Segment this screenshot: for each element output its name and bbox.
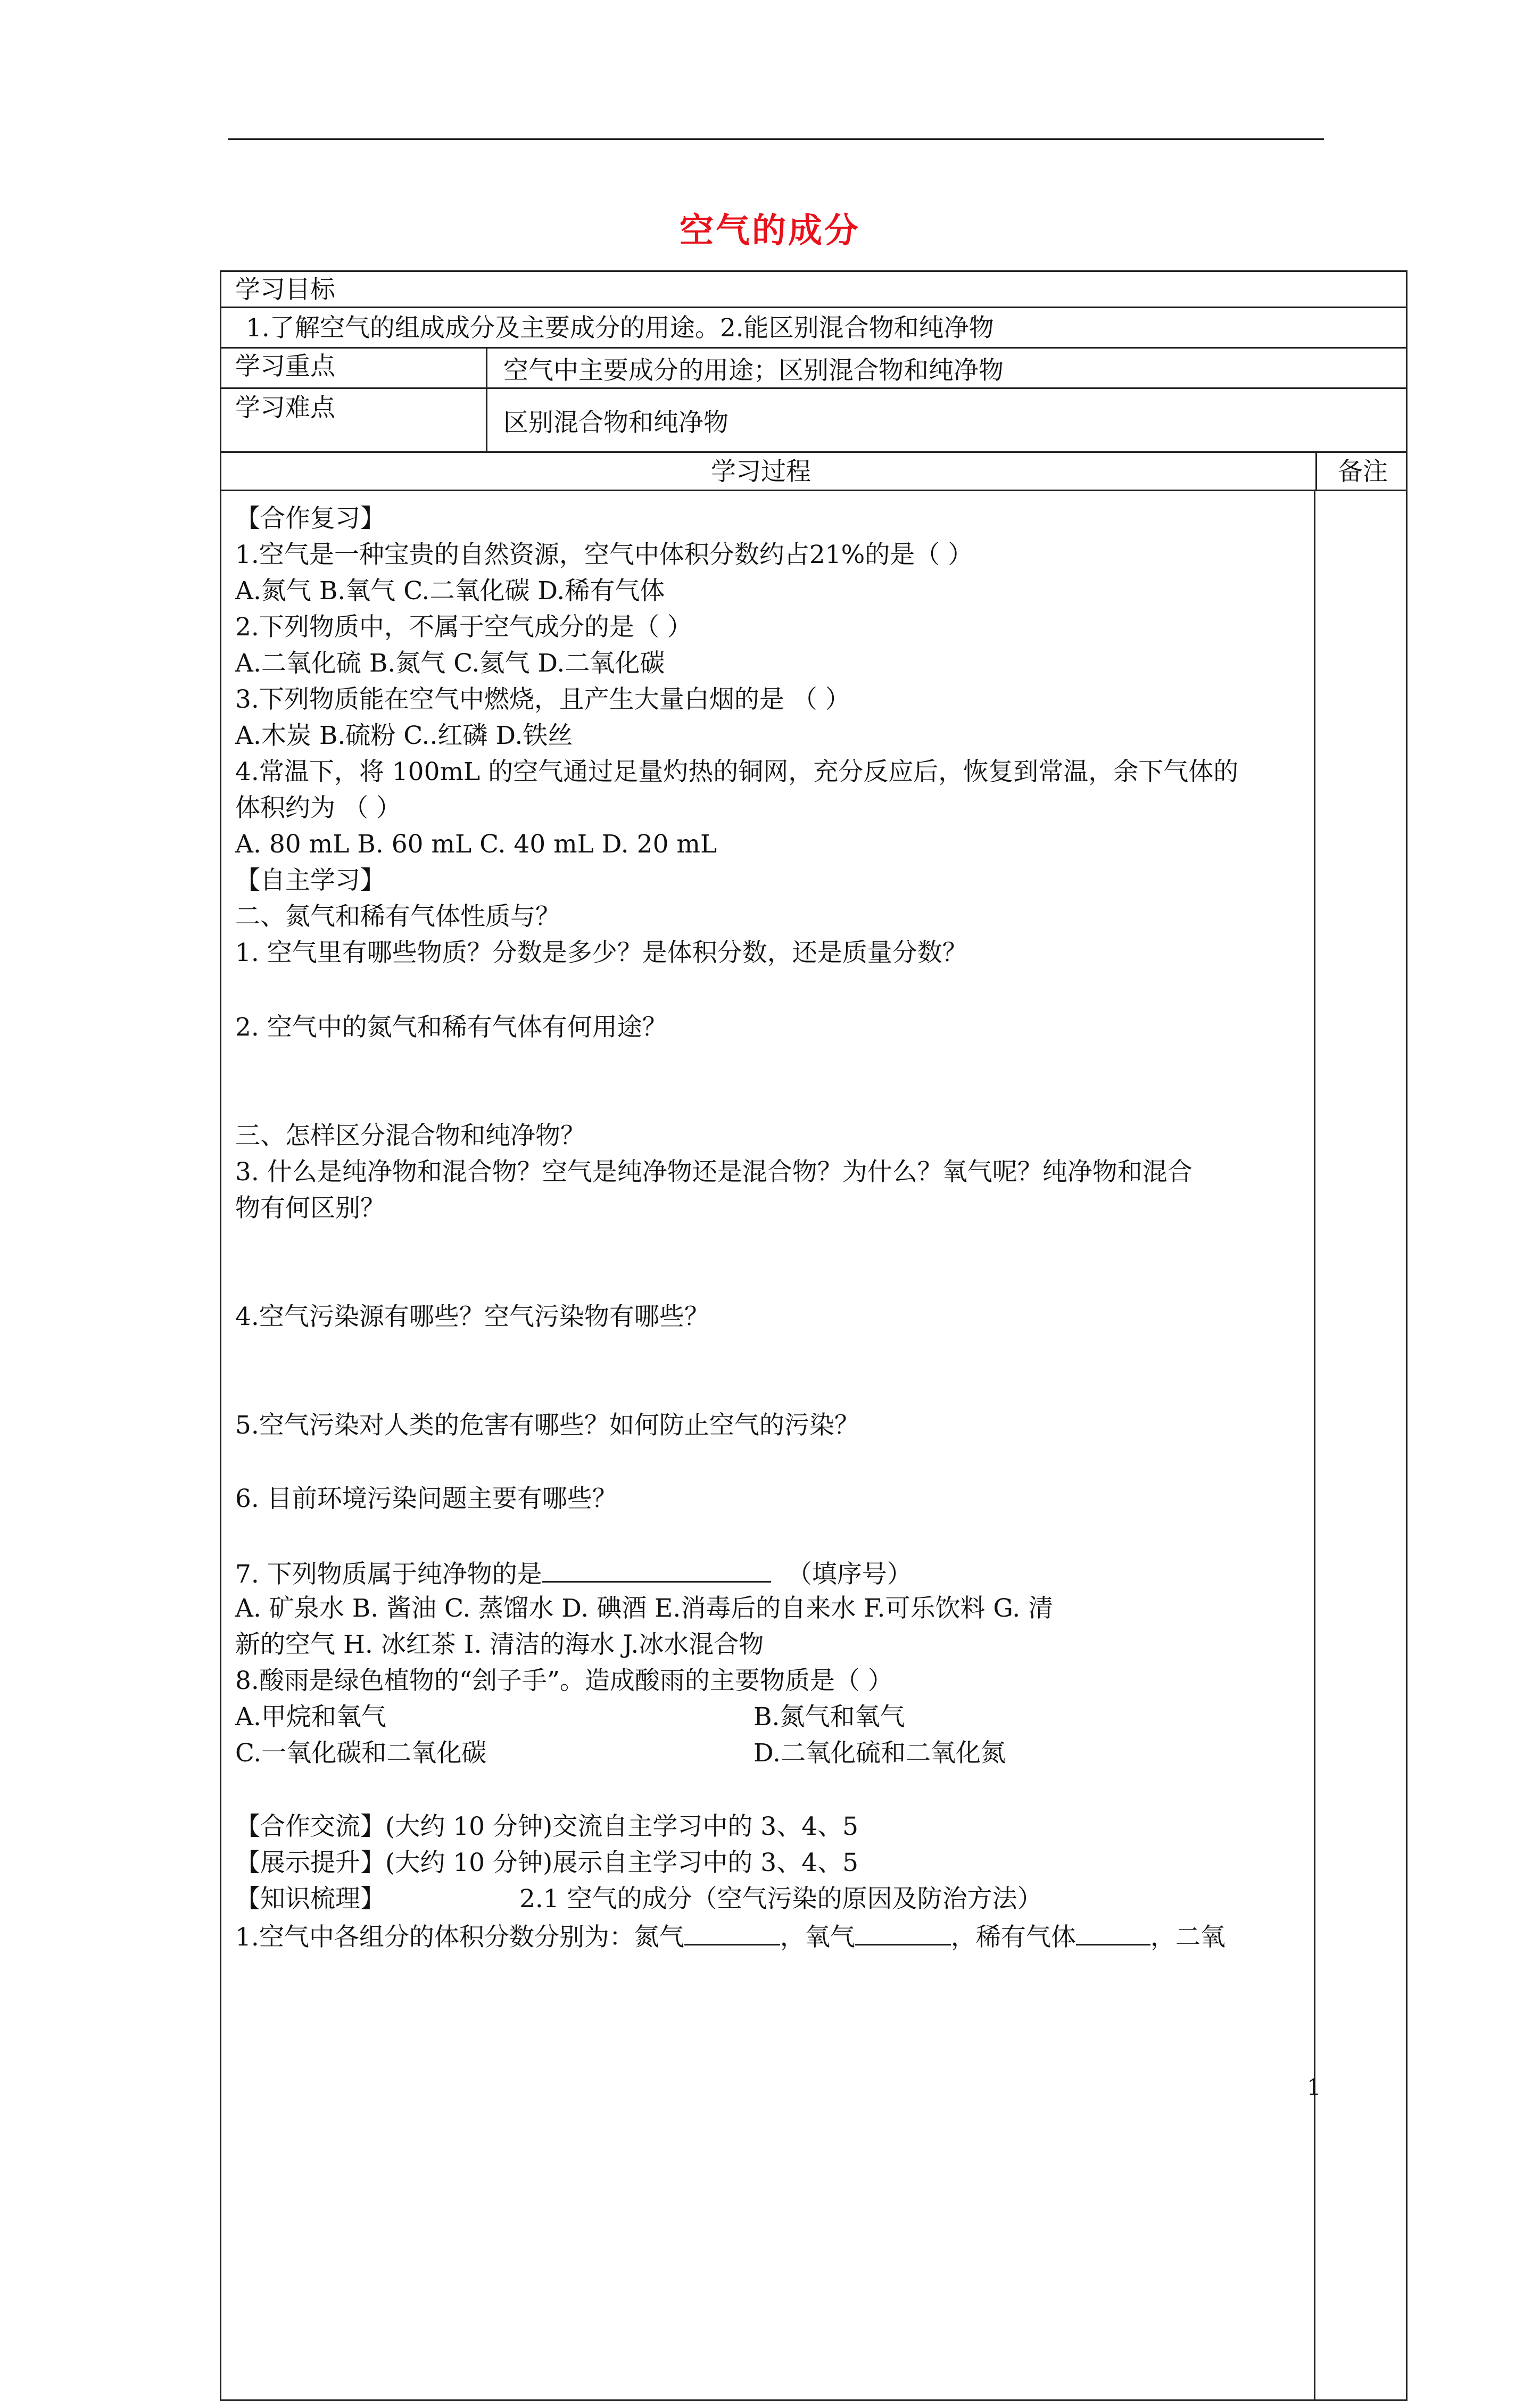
question-text: 1. 空气里有哪些物质？分数是多少？是体积分数，还是质量分数？ (235, 938, 967, 967)
notes-column-divider (1314, 491, 1315, 2399)
answer-options: 新的空气 H. 冰红茶 I. 清洁的海水 J.冰水混合物 (235, 1630, 764, 1659)
goal-text: 1.了解空气的组成成分及主要成分的用途。2.能区别混合物和纯净物 (246, 313, 994, 343)
goal-label: 学习目标 (235, 275, 335, 304)
answer-option-a: A.甲烷和氧气 (235, 1702, 386, 1732)
focus-divider (486, 349, 487, 387)
answer-blank (1076, 1923, 1150, 1945)
answer-options: A.氮气 B.氧气 C.二氧化碳 D.稀有气体 (235, 576, 665, 606)
question-text: 物有何区别？ (235, 1194, 385, 1223)
question-text: 4.空气污染源有哪些？空气污染物有哪些？ (235, 1302, 709, 1331)
answer-option-c: C.一氧化碳和二氧化碳 (235, 1738, 487, 1768)
fill-text-2: ，氧气 (780, 1923, 855, 1952)
answer-options: A. 矿泉水 B. 酱油 C. 蒸馏水 D. 碘酒 E.消毒后的自来水 F.可乐饮料 G. 清 (235, 1594, 1054, 1623)
subsection-heading: 三、怎样区分混合物和纯净物？ (235, 1121, 585, 1150)
page-number: 1 (1307, 2074, 1321, 2100)
answer-options: A.木炭 B.硫粉 C..红磷 D.铁丝 (235, 721, 573, 750)
answer-options: A. 80 mL B. 60 mL C. 40 mL D. 20 mL (235, 830, 717, 859)
question-text: 2. 空气中的氮气和稀有气体有何用途？ (235, 1013, 667, 1042)
answer-options: A.二氧化硫 B.氮气 C.氦气 D.二氧化碳 (235, 649, 665, 678)
goal-text-row (220, 307, 1407, 347)
question-text: 3. 什么是纯净物和混合物？空气是纯净物还是混合物？为什么？氧气呢？纯净物和混合 (235, 1157, 1193, 1187)
focus-text: 空气中主要成分的用途；区别混合物和纯净物 (503, 356, 1004, 385)
document-title: 空气的成分 (680, 211, 860, 251)
section-heading: 【知识梳理】 (235, 1884, 385, 1914)
question-7-suffix: （填序号） (786, 1560, 912, 1589)
subsection-heading: 二、氮气和稀有气体性质与？ (235, 902, 560, 931)
instruction-line: 【合作交流】(大约 10 分钟)交流自主学习中的 3、4、5 (235, 1812, 859, 1841)
question-7-text: 7. 下列物质属于纯净物的是 (235, 1560, 542, 1589)
process-label: 学习过程 (711, 457, 811, 486)
difficulty-label: 学习难点 (235, 393, 335, 423)
question-text: 3.下列物质能在空气中燃烧，且产生大量白烟的是 （ ） (235, 685, 850, 714)
page-header-rule (228, 138, 1324, 140)
notes-label: 备注 (1338, 457, 1388, 486)
question-text: 6. 目前环境污染问题主要有哪些？ (235, 1484, 617, 1513)
difficulty-text: 区别混合物和纯净物 (503, 408, 728, 437)
fill-in-question (235, 1923, 1226, 1950)
process-header-row (220, 451, 1407, 490)
process-body (220, 490, 1407, 2401)
question-text: 5.空气污染对人类的危害有哪些？如何防止空气的污染？ (235, 1411, 859, 1440)
question-text: 8.酸雨是绿色植物的“刽子手”。造成酸雨的主要物质是（ ） (235, 1666, 893, 1695)
answer-blank (855, 1923, 951, 1945)
focus-label: 学习重点 (235, 352, 335, 381)
question-text: 4.常温下，将 100mL 的空气通过足量灼热的铜网，充分反应后，恢复到常温，余下气体的 (235, 757, 1239, 786)
focus-row (220, 347, 1407, 387)
question-text: 体积约为 （ ） (235, 793, 401, 823)
summary-heading: 2.1 空气的成分（空气污染的原因及防治方法） (519, 1884, 1042, 1914)
fill-text-4: ，二氧 (1150, 1923, 1226, 1952)
difficulty-row (220, 387, 1407, 451)
answer-option-b: B.氮气和氧气 (754, 1702, 905, 1732)
question-text: 2.下列物质中，不属于空气成分的是（ ） (235, 612, 692, 642)
notes-divider-header (1315, 453, 1317, 490)
answer-blank (684, 1923, 780, 1945)
question-text: 1.空气是一种宝贵的自然资源，空气中体积分数约占21%的是（ ） (235, 540, 973, 569)
section-heading: 【自主学习】 (235, 866, 385, 895)
answer-blank (542, 1560, 771, 1583)
fill-text-1: 1.空气中各组分的体积分数分别为：氮气 (235, 1923, 684, 1952)
lesson-table (220, 270, 1407, 2394)
instruction-line: 【展示提升】(大约 10 分钟)展示自主学习中的 3、4、5 (235, 1848, 859, 1877)
question-text (235, 1560, 912, 1587)
difficulty-divider (486, 389, 487, 451)
goal-label-row (220, 270, 1407, 307)
section-heading: 【合作复习】 (235, 504, 385, 533)
answer-option-d: D.二氧化硫和二氧化氮 (754, 1738, 1006, 1768)
fill-text-3: ，稀有气体 (950, 1923, 1076, 1952)
